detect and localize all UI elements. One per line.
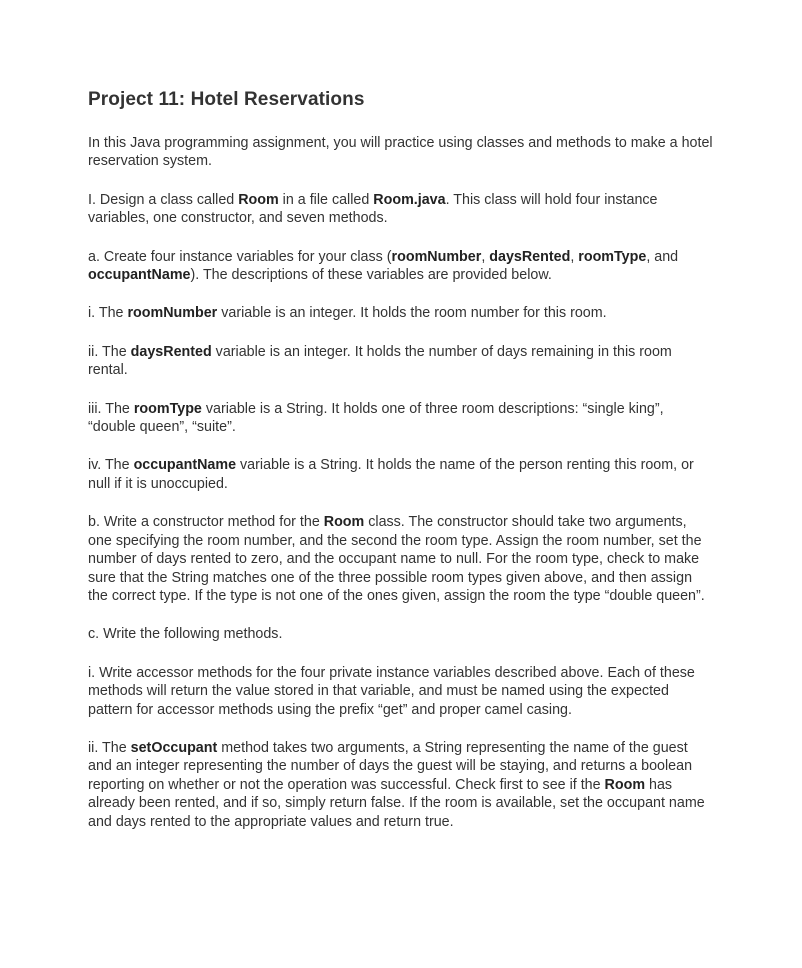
bold-term: Room <box>238 191 279 208</box>
text-run: variable is a String. It holds the name of the person renting this room, or null if it is unoccupied. <box>88 457 694 492</box>
paragraph <box>88 513 714 605</box>
text-run: I. Design a class called <box>88 191 239 208</box>
text-run: . This class will hold four instance variables, one constructor, and seven methods. <box>88 191 658 227</box>
text-run: iv. The <box>88 457 134 474</box>
text-run: , <box>570 248 579 265</box>
paragraph <box>88 664 714 719</box>
text-run: i. Write accessor methods for the four private instance variables described above. Each of these methods will return the value stored in that variable, and must be named using the expected pattern for accessor methods using the prefix “get” and proper camel casing. <box>88 664 695 718</box>
paragraph <box>88 248 714 285</box>
document-body <box>88 134 714 831</box>
paragraph <box>88 191 714 228</box>
text-run: in a file called <box>278 191 374 208</box>
text-run: variable is an integer. It holds the room number for this room. <box>217 305 607 322</box>
document-page <box>88 88 714 851</box>
text-run: ii. The <box>88 343 131 360</box>
text-run: variable is an integer. It holds the number of days remaining in this room rental. <box>88 343 672 379</box>
paragraph <box>88 134 714 171</box>
bold-term: Room <box>604 776 646 793</box>
paragraph <box>88 625 714 643</box>
bold-term: roomNumber <box>127 305 218 322</box>
text-run: iii. The <box>88 400 134 417</box>
text-run: c. Write the following methods. <box>88 626 283 643</box>
bold-term: roomType <box>578 248 647 265</box>
text-run: , and <box>646 248 679 265</box>
paragraph <box>88 739 714 831</box>
paragraph <box>88 456 714 493</box>
paragraph <box>88 304 714 322</box>
text-run: i. The <box>88 305 128 322</box>
text-run: b. Write a constructor method for the <box>88 514 324 531</box>
bold-term: occupantName <box>133 457 237 474</box>
text-run: , <box>481 248 490 265</box>
text-run: variable is a String. It holds one of three room descriptions: “single king”, “double queen”, “suite”. <box>88 400 664 436</box>
bold-term: daysRented <box>489 248 571 265</box>
bold-term: Room <box>323 514 365 531</box>
text-run: class. The constructor should take two arguments, one specifying the room number, and the second the room type. Assign the room number, set the number of days rented to zero, and the occupant name to null. For the room type, check to make sure that the String matches one of the three possible room types given above, and then assign the correct type. If the type is not one of the ones given, assign the room the type “double queen”. <box>88 514 705 604</box>
text-run: a. Create four instance variables for your class ( <box>88 248 392 265</box>
paragraph <box>88 400 714 437</box>
text-run: method takes two arguments, a String representing the name of the guest and an integer representing the number of days the guest will be staying, and returns a boolean reporting on whether or not the operation was successful. Check first to see if the <box>88 739 693 793</box>
bold-term: Room.java <box>373 191 446 208</box>
bold-term: occupantName <box>88 267 191 284</box>
bold-term: roomType <box>133 400 202 417</box>
bold-term: daysRented <box>130 343 212 360</box>
paragraph <box>88 343 714 380</box>
bold-term: roomNumber <box>391 248 482 265</box>
document-title: Project 11: Hotel Reservations <box>88 89 365 110</box>
text-run: ii. The <box>88 739 131 756</box>
text-run: In this Java programming assignment, you will practice using classes and methods to make a hotel reservation system. <box>88 135 713 170</box>
bold-term: setOccupant <box>130 739 218 756</box>
text-run: ). The descriptions of these variables are provided below. <box>190 267 552 284</box>
text-run: has already been rented, and if so, simply return false. If the room is available, set the occupant name and days rented to the appropriate values and return true. <box>88 776 705 830</box>
